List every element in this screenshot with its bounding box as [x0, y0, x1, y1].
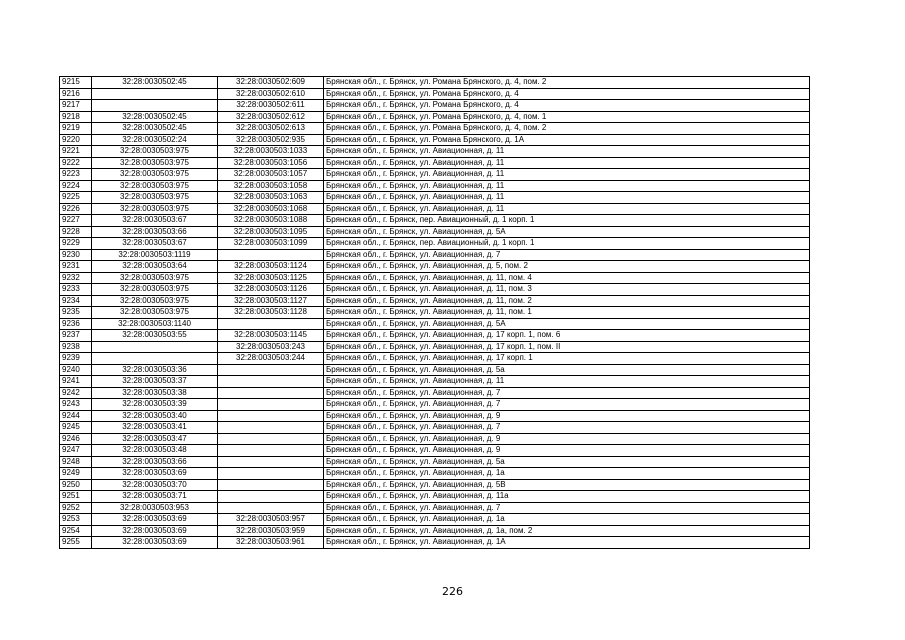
table-row — [60, 169, 810, 181]
address-cell: Брянская обл., г. Брянск, ул. Авиационная, д. 11 — [324, 146, 810, 158]
building-number-cell: 32:28:0030503:1063 — [218, 192, 324, 204]
building-number-cell: 32:28:0030502:613 — [218, 123, 324, 135]
table-row — [60, 525, 810, 537]
parcel-number-cell — [92, 100, 218, 112]
parcel-number-cell: 32:28:0030503:975 — [92, 146, 218, 158]
table-row — [60, 456, 810, 468]
address-cell: Брянская обл., г. Брянск, ул. Авиационная, д. 7 — [324, 502, 810, 514]
parcel-number-cell: 32:28:0030503:71 — [92, 491, 218, 503]
building-number-cell — [218, 376, 324, 388]
table-row — [60, 180, 810, 192]
parcel-number-cell: 32:28:0030503:38 — [92, 387, 218, 399]
table-row — [60, 307, 810, 319]
building-number-cell — [218, 422, 324, 434]
address-cell: Брянская обл., г. Брянск, ул. Авиационная, д. 11 — [324, 169, 810, 181]
table-row — [60, 295, 810, 307]
building-number-cell: 32:28:0030503:1056 — [218, 157, 324, 169]
row-number-cell: 9238 — [60, 341, 92, 353]
table-row — [60, 353, 810, 365]
parcel-number-cell: 32:28:0030503:36 — [92, 364, 218, 376]
row-number-cell: 9253 — [60, 514, 92, 526]
row-number-cell: 9230 — [60, 249, 92, 261]
address-cell: Брянская обл., г. Брянск, ул. Авиационная, д. 7 — [324, 399, 810, 411]
address-cell: Брянская обл., г. Брянск, ул. Романа Брянского, д. 4, пом. 2 — [324, 123, 810, 135]
row-number-cell: 9220 — [60, 134, 92, 146]
address-cell: Брянская обл., г. Брянск, ул. Авиационная, д. 9 — [324, 433, 810, 445]
building-number-cell — [218, 468, 324, 480]
building-number-cell: 32:28:0030503:1095 — [218, 226, 324, 238]
parcel-number-cell: 32:28:0030503:67 — [92, 238, 218, 250]
parcel-number-cell: 32:28:0030503:66 — [92, 456, 218, 468]
address-cell: Брянская обл., г. Брянск, ул. Авиационная, д. 1а, пом. 2 — [324, 525, 810, 537]
building-number-cell: 32:28:0030503:244 — [218, 353, 324, 365]
parcel-number-cell: 32:28:0030503:975 — [92, 295, 218, 307]
row-number-cell: 9249 — [60, 468, 92, 480]
address-cell: Брянская обл., г. Брянск, ул. Авиационная, д. 5, пом. 2 — [324, 261, 810, 273]
table-row — [60, 203, 810, 215]
table-row — [60, 238, 810, 250]
row-number-cell: 9243 — [60, 399, 92, 411]
row-number-cell: 9227 — [60, 215, 92, 227]
table-row — [60, 192, 810, 204]
table-row — [60, 491, 810, 503]
address-cell: Брянская обл., г. Брянск, ул. Авиационная, д. 17 корп. 1, пом. 6 — [324, 330, 810, 342]
building-number-cell — [218, 387, 324, 399]
row-number-cell: 9218 — [60, 111, 92, 123]
row-number-cell: 9237 — [60, 330, 92, 342]
building-number-cell: 32:28:0030503:959 — [218, 525, 324, 537]
parcel-number-cell: 32:28:0030503:69 — [92, 525, 218, 537]
address-cell: Брянская обл., г. Брянск, ул. Авиационная, д. 7 — [324, 387, 810, 399]
building-number-cell — [218, 364, 324, 376]
parcel-number-cell: 32:28:0030503:37 — [92, 376, 218, 388]
address-cell: Брянская обл., г. Брянск, ул. Авиационная, д. 17 корп. 1 — [324, 353, 810, 365]
parcel-number-cell: 32:28:0030503:66 — [92, 226, 218, 238]
parcel-number-cell — [92, 88, 218, 100]
row-number-cell: 9236 — [60, 318, 92, 330]
table-row — [60, 468, 810, 480]
table-row — [60, 399, 810, 411]
address-cell: Брянская обл., г. Брянск, ул. Авиационная, д. 11 — [324, 180, 810, 192]
address-cell: Брянская обл., г. Брянск, пер. Авиационный, д. 1 корп. 1 — [324, 238, 810, 250]
parcel-number-cell: 32:28:0030503:1119 — [92, 249, 218, 261]
parcel-number-cell: 32:28:0030502:45 — [92, 77, 218, 89]
building-number-cell: 32:28:0030503:1126 — [218, 284, 324, 296]
address-cell: Брянская обл., г. Брянск, ул. Авиационная, д. 5А — [324, 226, 810, 238]
building-number-cell: 32:28:0030503:1127 — [218, 295, 324, 307]
row-number-cell: 9231 — [60, 261, 92, 273]
table-row — [60, 77, 810, 89]
row-number-cell: 9242 — [60, 387, 92, 399]
parcel-number-cell: 32:28:0030503:975 — [92, 272, 218, 284]
row-number-cell: 9250 — [60, 479, 92, 491]
address-cell: Брянская обл., г. Брянск, пер. Авиационный, д. 1 корп. 1 — [324, 215, 810, 227]
table-row — [60, 410, 810, 422]
parcel-number-cell: 32:28:0030503:975 — [92, 203, 218, 215]
row-number-cell: 9252 — [60, 502, 92, 514]
parcel-number-cell: 32:28:0030503:975 — [92, 284, 218, 296]
parcel-number-cell: 32:28:0030503:48 — [92, 445, 218, 457]
building-number-cell — [218, 445, 324, 457]
parcel-number-cell: 32:28:0030503:67 — [92, 215, 218, 227]
table-row — [60, 422, 810, 434]
row-number-cell: 9232 — [60, 272, 92, 284]
row-number-cell: 9216 — [60, 88, 92, 100]
page-number: 226 — [442, 585, 463, 598]
table-row — [60, 111, 810, 123]
row-number-cell: 9229 — [60, 238, 92, 250]
address-cell: Брянская обл., г. Брянск, ул. Авиационная, д. 11 — [324, 203, 810, 215]
table-row — [60, 226, 810, 238]
table-row — [60, 502, 810, 514]
building-number-cell: 32:28:0030503:1057 — [218, 169, 324, 181]
address-cell: Брянская обл., г. Брянск, ул. Авиационная, д. 1А — [324, 537, 810, 549]
row-number-cell: 9248 — [60, 456, 92, 468]
address-cell: Брянская обл., г. Брянск, ул. Авиационная, д. 5А — [324, 318, 810, 330]
building-number-cell — [218, 410, 324, 422]
building-number-cell — [218, 318, 324, 330]
row-number-cell: 9241 — [60, 376, 92, 388]
building-number-cell — [218, 399, 324, 411]
row-number-cell: 9234 — [60, 295, 92, 307]
building-number-cell: 32:28:0030503:1033 — [218, 146, 324, 158]
building-number-cell: 32:28:0030502:609 — [218, 77, 324, 89]
building-number-cell: 32:28:0030503:243 — [218, 341, 324, 353]
address-cell: Брянская обл., г. Брянск, ул. Авиационная, д. 5а — [324, 364, 810, 376]
row-number-cell: 9246 — [60, 433, 92, 445]
building-number-cell — [218, 456, 324, 468]
address-cell: Брянская обл., г. Брянск, ул. Авиационная, д. 11 — [324, 192, 810, 204]
parcel-number-cell: 32:28:0030503:953 — [92, 502, 218, 514]
building-number-cell: 32:28:0030503:957 — [218, 514, 324, 526]
address-cell: Брянская обл., г. Брянск, ул. Авиационная, д. 1а — [324, 468, 810, 480]
building-number-cell: 32:28:0030502:611 — [218, 100, 324, 112]
parcel-number-cell: 32:28:0030503:975 — [92, 180, 218, 192]
building-number-cell: 32:28:0030503:1099 — [218, 238, 324, 250]
address-cell: Брянская обл., г. Брянск, ул. Романа Брянского, д. 4, пом. 2 — [324, 77, 810, 89]
row-number-cell: 9224 — [60, 180, 92, 192]
parcel-number-cell: 32:28:0030503:70 — [92, 479, 218, 491]
building-number-cell — [218, 502, 324, 514]
address-cell: Брянская обл., г. Брянск, ул. Авиационная, д. 5В — [324, 479, 810, 491]
row-number-cell: 9228 — [60, 226, 92, 238]
address-cell: Брянская обл., г. Брянск, ул. Авиационная, д. 11, пом. 2 — [324, 295, 810, 307]
parcel-number-cell: 32:28:0030503:47 — [92, 433, 218, 445]
parcel-number-cell: 32:28:0030503:41 — [92, 422, 218, 434]
address-cell: Брянская обл., г. Брянск, ул. Авиационная, д. 11 — [324, 376, 810, 388]
table-row — [60, 157, 810, 169]
row-number-cell: 9217 — [60, 100, 92, 112]
table-row — [60, 284, 810, 296]
parcel-number-cell: 32:28:0030503:55 — [92, 330, 218, 342]
building-number-cell: 32:28:0030503:1124 — [218, 261, 324, 273]
row-number-cell: 9244 — [60, 410, 92, 422]
table-row — [60, 146, 810, 158]
row-number-cell: 9245 — [60, 422, 92, 434]
parcel-number-cell: 32:28:0030502:45 — [92, 123, 218, 135]
building-number-cell: 32:28:0030503:961 — [218, 537, 324, 549]
table-row — [60, 376, 810, 388]
row-number-cell: 9215 — [60, 77, 92, 89]
address-cell: Брянская обл., г. Брянск, ул. Авиационная, д. 11, пом. 1 — [324, 307, 810, 319]
parcel-number-cell: 32:28:0030503:975 — [92, 192, 218, 204]
table-row — [60, 364, 810, 376]
row-number-cell: 9254 — [60, 525, 92, 537]
parcel-number-cell: 32:28:0030503:64 — [92, 261, 218, 273]
building-number-cell: 32:28:0030502:612 — [218, 111, 324, 123]
row-number-cell: 9235 — [60, 307, 92, 319]
row-number-cell: 9251 — [60, 491, 92, 503]
building-number-cell: 32:28:0030503:1145 — [218, 330, 324, 342]
parcel-number-cell: 32:28:0030503:69 — [92, 514, 218, 526]
address-cell: Брянская обл., г. Брянск, ул. Романа Брянского, д. 4 — [324, 100, 810, 112]
table-row — [60, 537, 810, 549]
address-cell: Брянская обл., г. Брянск, ул. Авиационная, д. 7 — [324, 422, 810, 434]
table-row — [60, 88, 810, 100]
row-number-cell: 9221 — [60, 146, 92, 158]
row-number-cell: 9239 — [60, 353, 92, 365]
row-number-cell: 9219 — [60, 123, 92, 135]
address-cell: Брянская обл., г. Брянск, ул. Авиационная, д. 9 — [324, 445, 810, 457]
table-row — [60, 249, 810, 261]
row-number-cell: 9226 — [60, 203, 92, 215]
address-cell: Брянская обл., г. Брянск, ул. Авиационная, д. 1а — [324, 514, 810, 526]
table-row — [60, 261, 810, 273]
parcel-number-cell: 32:28:0030503:1140 — [92, 318, 218, 330]
table-row — [60, 318, 810, 330]
parcel-number-cell: 32:28:0030503:975 — [92, 169, 218, 181]
address-cell: Брянская обл., г. Брянск, ул. Авиационная, д. 11, пом. 4 — [324, 272, 810, 284]
building-number-cell — [218, 479, 324, 491]
parcel-number-cell — [92, 353, 218, 365]
building-number-cell: 32:28:0030503:1125 — [218, 272, 324, 284]
table-row — [60, 479, 810, 491]
parcel-number-cell: 32:28:0030502:24 — [92, 134, 218, 146]
building-number-cell: 32:28:0030502:935 — [218, 134, 324, 146]
building-number-cell — [218, 491, 324, 503]
parcel-number-cell: 32:28:0030503:975 — [92, 307, 218, 319]
building-number-cell — [218, 249, 324, 261]
table-row — [60, 514, 810, 526]
address-cell: Брянская обл., г. Брянск, ул. Романа Брянского, д. 1А — [324, 134, 810, 146]
address-cell: Брянская обл., г. Брянск, ул. Авиационная, д. 7 — [324, 249, 810, 261]
address-cell: Брянская обл., г. Брянск, ул. Романа Брянского, д. 4, пом. 1 — [324, 111, 810, 123]
parcel-number-cell: 32:28:0030503:39 — [92, 399, 218, 411]
table-row — [60, 433, 810, 445]
row-number-cell: 9255 — [60, 537, 92, 549]
cadastral-table — [59, 76, 810, 549]
parcel-number-cell: 32:28:0030503:69 — [92, 537, 218, 549]
address-cell: Брянская обл., г. Брянск, ул. Авиационная, д. 11а — [324, 491, 810, 503]
parcel-number-cell: 32:28:0030502:45 — [92, 111, 218, 123]
address-cell: Брянская обл., г. Брянск, ул. Авиационная, д. 11 — [324, 157, 810, 169]
building-number-cell: 32:28:0030503:1128 — [218, 307, 324, 319]
building-number-cell: 32:28:0030502:610 — [218, 88, 324, 100]
address-cell: Брянская обл., г. Брянск, ул. Романа Брянского, д. 4 — [324, 88, 810, 100]
row-number-cell: 9222 — [60, 157, 92, 169]
building-number-cell: 32:28:0030503:1068 — [218, 203, 324, 215]
table-row — [60, 123, 810, 135]
table-body — [60, 77, 810, 549]
building-number-cell: 32:28:0030503:1058 — [218, 180, 324, 192]
table-row — [60, 272, 810, 284]
address-cell: Брянская обл., г. Брянск, ул. Авиационная, д. 9 — [324, 410, 810, 422]
row-number-cell: 9233 — [60, 284, 92, 296]
parcel-number-cell: 32:28:0030503:975 — [92, 157, 218, 169]
table-row — [60, 134, 810, 146]
table-row — [60, 215, 810, 227]
building-number-cell — [218, 433, 324, 445]
table-row — [60, 387, 810, 399]
address-cell: Брянская обл., г. Брянск, ул. Авиационная, д. 17 корп. 1, пом. II — [324, 341, 810, 353]
row-number-cell: 9223 — [60, 169, 92, 181]
row-number-cell: 9247 — [60, 445, 92, 457]
table-row — [60, 341, 810, 353]
address-cell: Брянская обл., г. Брянск, ул. Авиационная, д. 11, пом. 3 — [324, 284, 810, 296]
table-row — [60, 330, 810, 342]
row-number-cell: 9240 — [60, 364, 92, 376]
parcel-number-cell: 32:28:0030503:40 — [92, 410, 218, 422]
address-cell: Брянская обл., г. Брянск, ул. Авиационная, д. 5а — [324, 456, 810, 468]
table-row — [60, 100, 810, 112]
table-row — [60, 445, 810, 457]
building-number-cell: 32:28:0030503:1088 — [218, 215, 324, 227]
parcel-number-cell — [92, 341, 218, 353]
parcel-number-cell: 32:28:0030503:69 — [92, 468, 218, 480]
row-number-cell: 9225 — [60, 192, 92, 204]
